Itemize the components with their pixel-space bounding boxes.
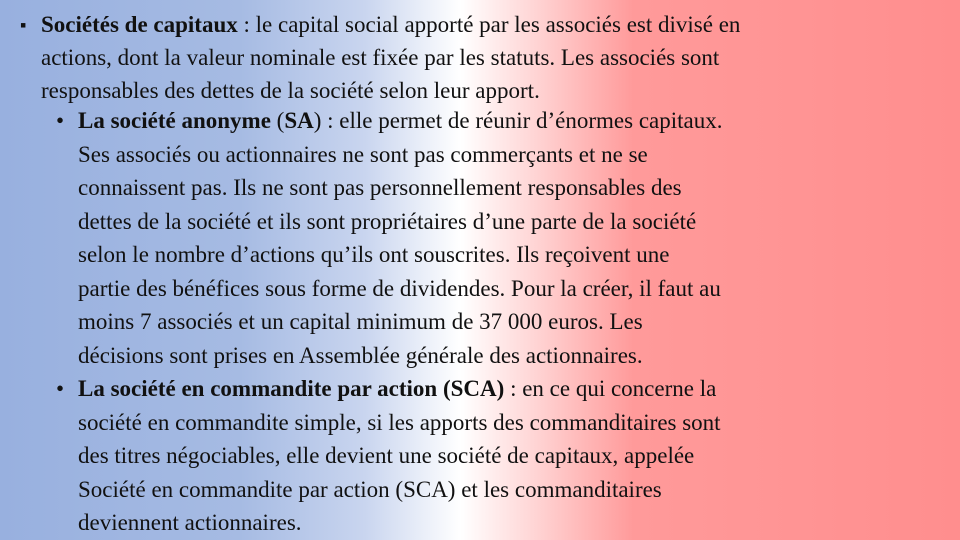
bullet-title: La société anonyme [78,108,271,133]
text-line: : le capital social apporté par les associés est divisé en [237,12,741,37]
section-first-line [41,10,740,40]
text-line: des titres négociables, elle devient une société de capitaux, appelée [78,443,695,468]
text-line: connaissent pas. Ils ne sont pas personnellement responsables des [78,175,682,200]
text: ( [270,108,285,133]
abbr: SA [284,108,314,133]
text-line: actions, dont la valeur nominale est fixée par les statuts. Les associés sont [41,45,720,70]
text: ) [313,108,322,133]
text: : en ce qui concerne la [504,376,717,401]
text-line: selon le nombre d’actions qu’ils ont souscrites. Ils reçoivent une [78,242,670,267]
square-bullet-icon: ▪ [20,15,27,35]
bullet-icon: • [56,376,65,401]
text-line: Ses associés ou actionnaires ne sont pas commerçants et ne se [78,142,648,167]
text-line: deviennent actionnaires. [78,510,302,535]
bullet-sa-first-line [78,106,722,136]
text: : elle permet de réunir d’énormes capitaux. [321,108,723,133]
text-line: partie des bénéfices sous forme de dividendes. Pour la créer, il faut au [78,276,721,301]
text-line: responsables des dettes de la société selon leur apport. [41,78,540,103]
bullet-icon: • [56,108,65,133]
text-line: décisions sont prises en Assemblée générale des actionnaires. [78,343,643,368]
section-title: Sociétés de capitaux [41,12,238,37]
text-line: société en commandite simple, si les apports des commanditaires sont [78,410,721,435]
text-line: Société en commandite par action (SCA) et les commanditaires [78,477,662,502]
text-line: moins 7 associés et un capital minimum de 37 000 euros. Les [78,309,643,334]
text-line: dettes de la société et ils sont propriétaires d’une parte de la société [78,209,697,234]
bullet-title: La société en commandite par action (SCA) [78,376,505,401]
bullet-sca-first-line [78,374,716,404]
